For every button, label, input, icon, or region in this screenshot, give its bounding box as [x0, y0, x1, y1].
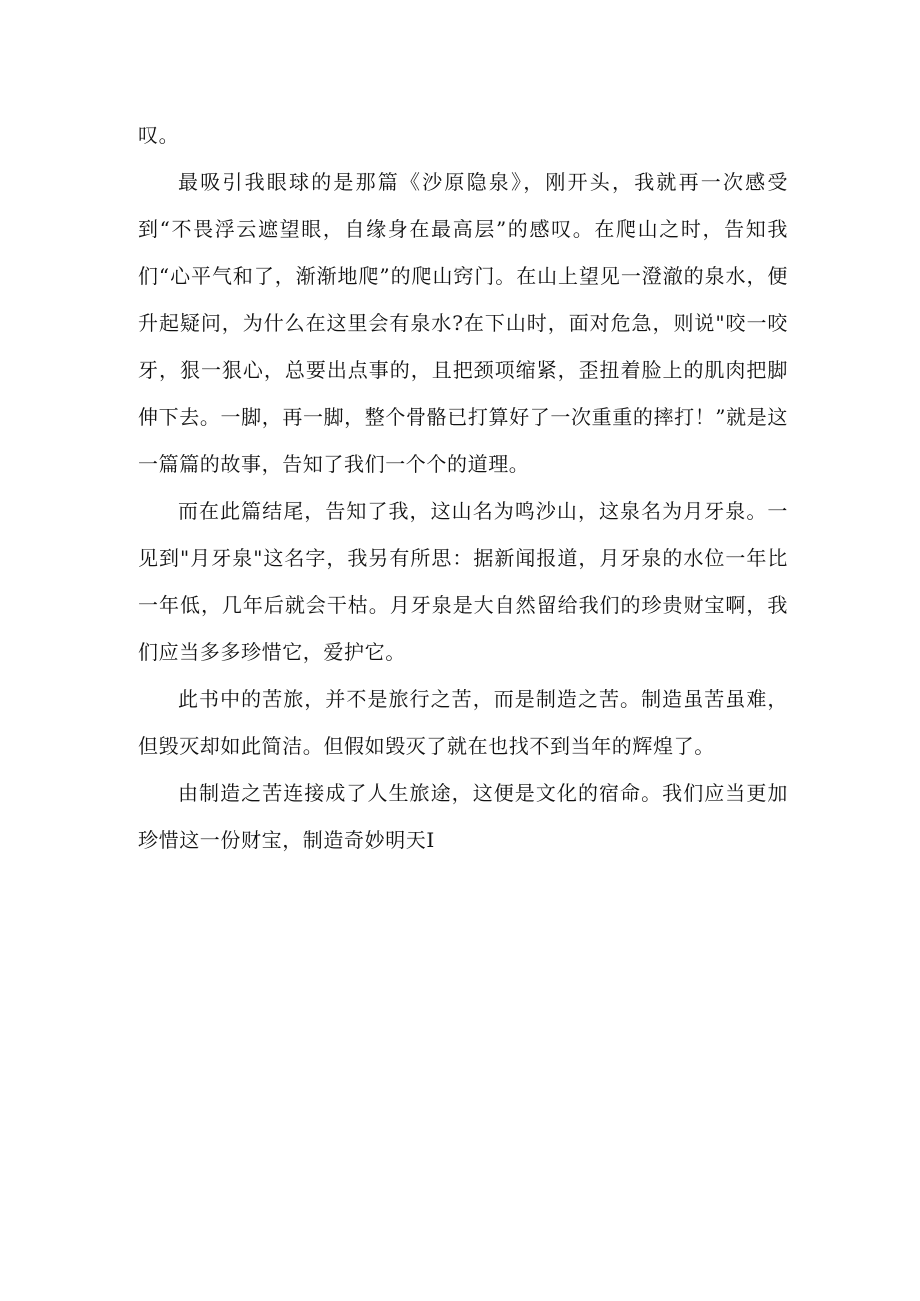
- paragraph-sand-spring: 最吸引我眼球的是那篇《沙原隐泉》，刚开头，我就再一次感受到“不畏浮云遮望眼，自缘身在最高层”的感叹。在爬山之时，告知我们“心平气和了，渐渐地爬”的爬山窍门。在山上望见一澄澈的泉水，便升起疑问，为什么在这里会有泉水?在下山时，面对危急，则说"咬一咬牙，狠一狠心，总要出点事的，且把颈项缩紧，歪扭着脸上的肌肉把脚伸下去。一脚，再一脚，整个骨骼已打算好了一次重重的摔打！”就是这一篇篇的故事，告知了我们一个个的道理。: [138, 170, 788, 476]
- paragraph-crescent-spring: 而在此篇结尾，告知了我，这山名为鸣沙山，这泉名为月牙泉。一见到"月牙泉"这名字，我另有所思：据新闻报道，月牙泉的水位一年比一年低，几年后就会干枯。月牙泉是大自然留给我们的珍贵财宝啊，我们应当多多珍惜它，爱护它。: [138, 499, 788, 664]
- paragraph-hardship: 此书中的苦旅，并不是旅行之苦，而是制造之苦。制造虽苦虽难，但毁灭却如此简洁。但假如毁灭了就在也找不到当年的辉煌了。: [138, 687, 788, 758]
- paragraph-continuation: 叹。: [138, 123, 180, 147]
- paragraph-conclusion: 由制造之苦连接成了人生旅途，这便是文化的宿命。我们应当更加珍惜这一份财宝，制造奇妙明天I: [138, 781, 788, 852]
- document-body: [138, 112, 788, 864]
